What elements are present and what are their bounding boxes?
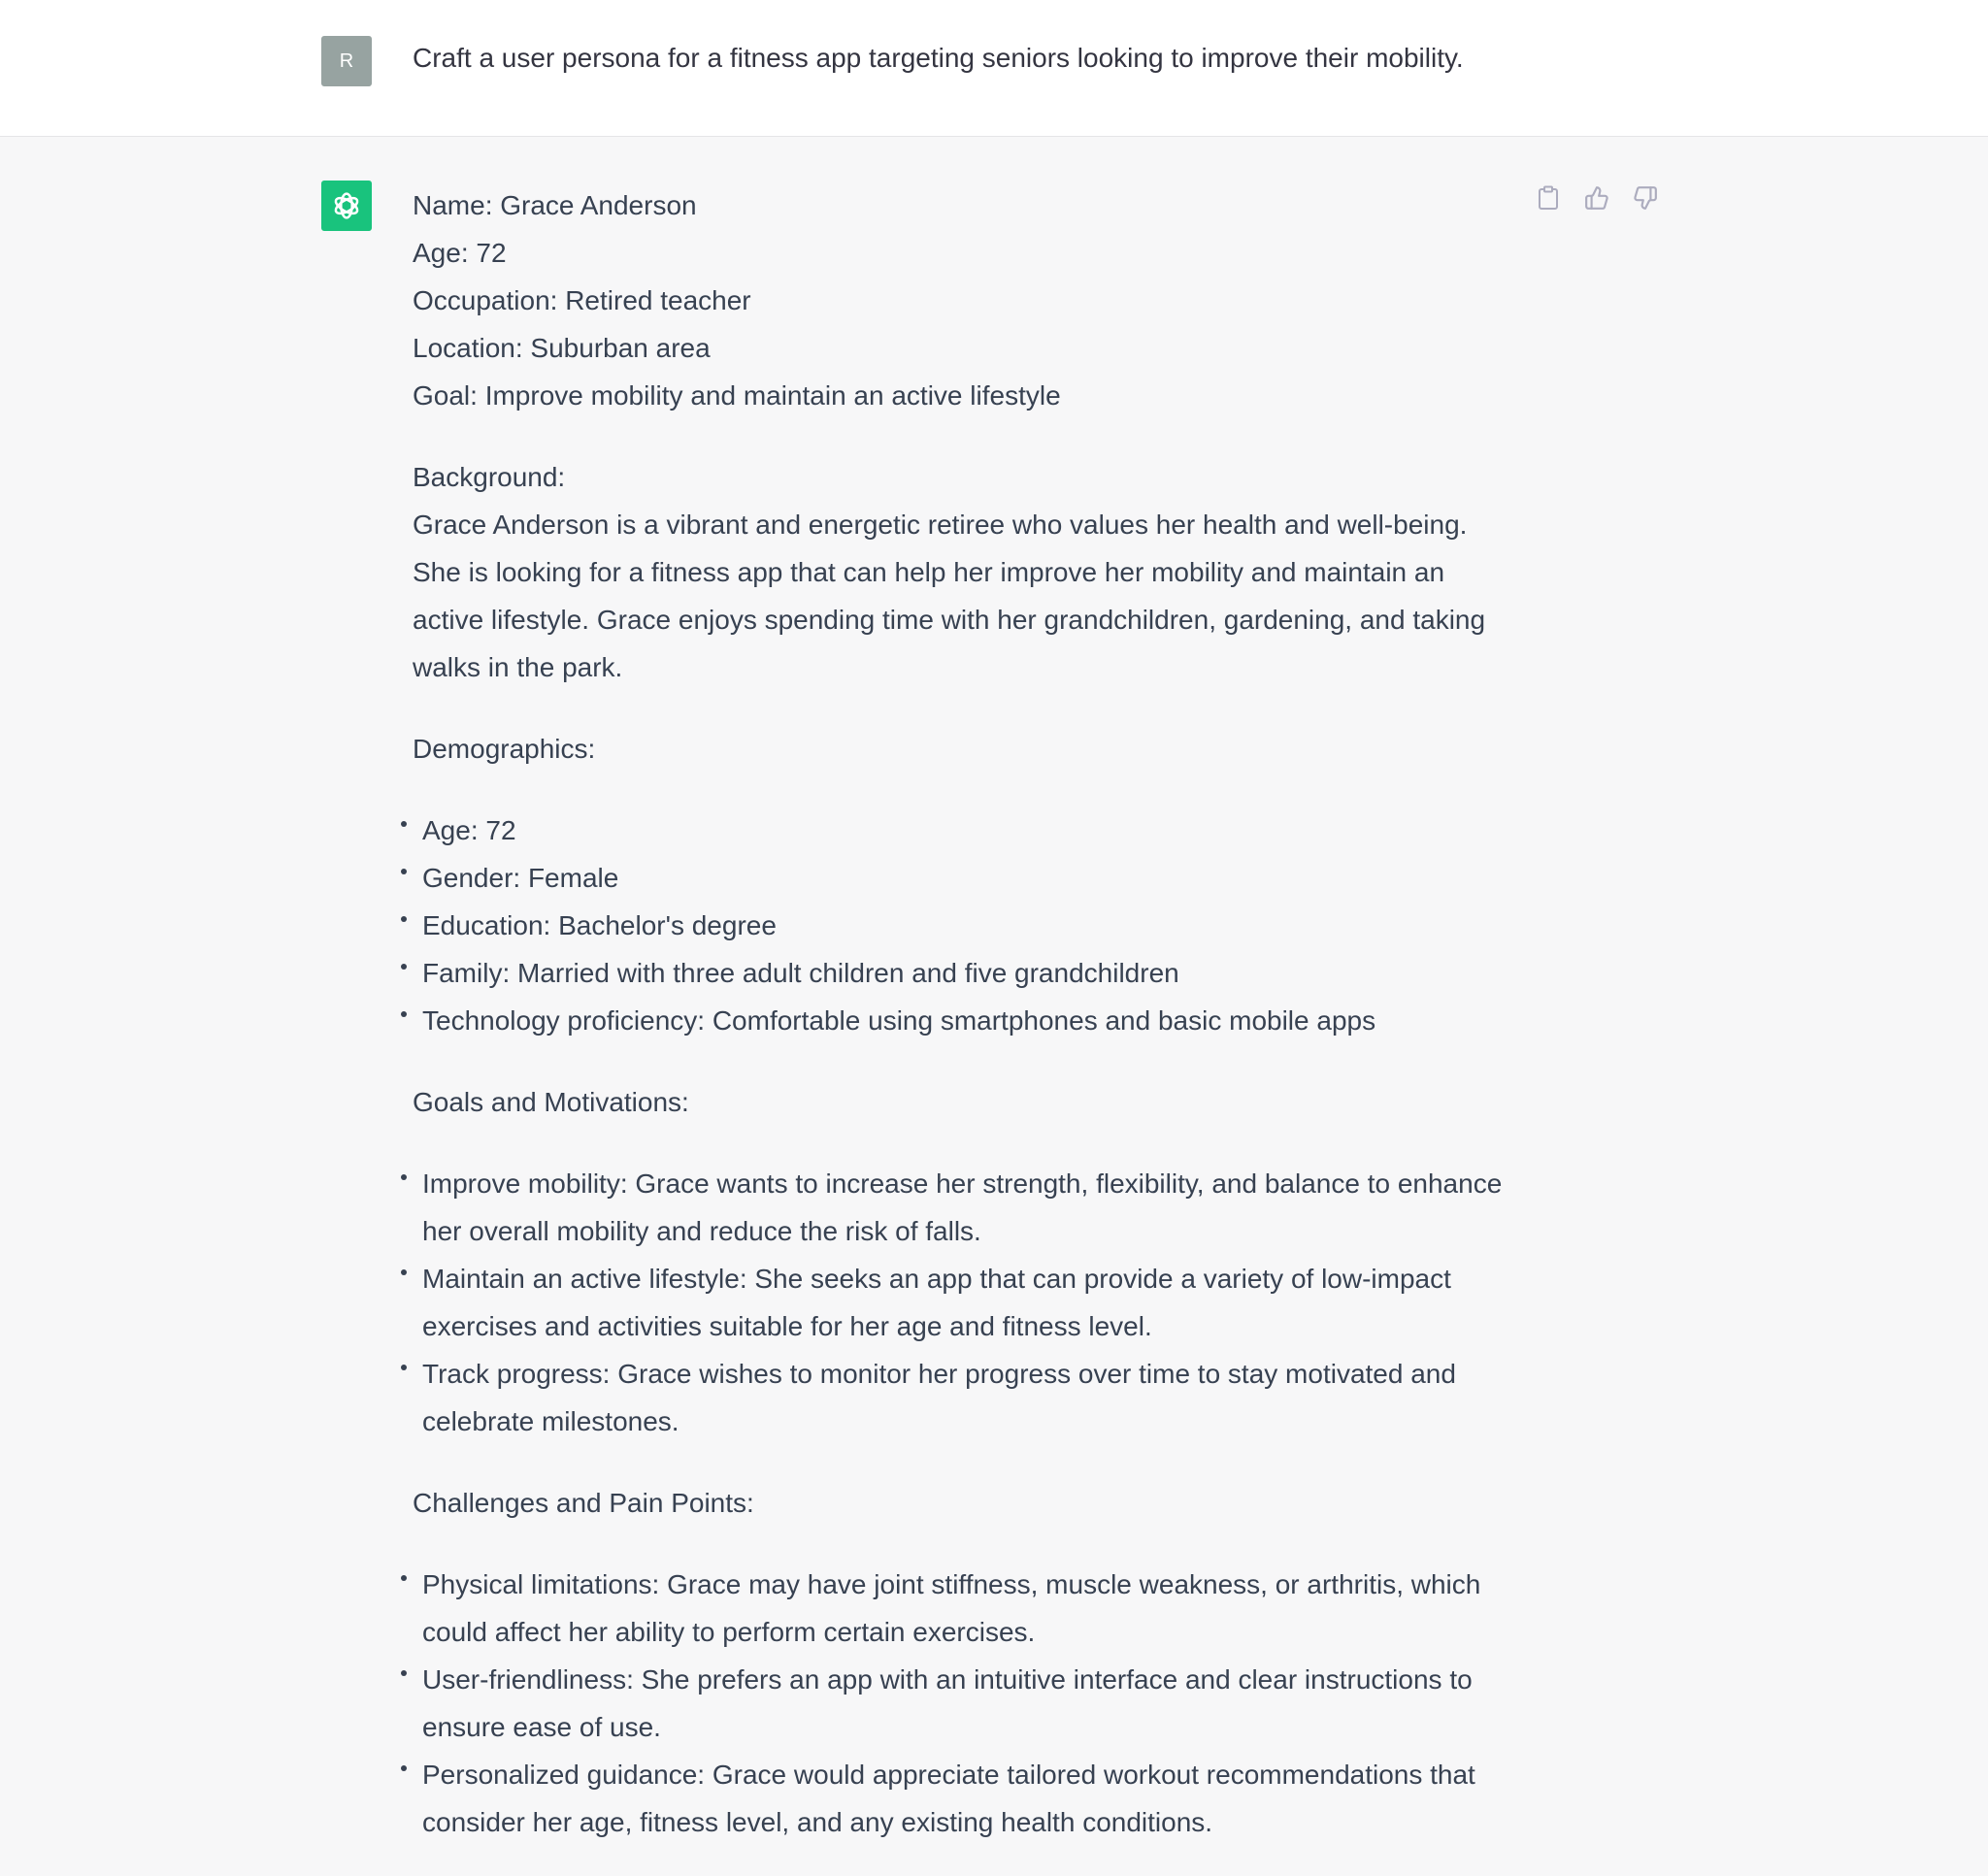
persona-occupation: Occupation: Retired teacher	[413, 285, 751, 315]
list-item: Physical limitations: Grace may have joint stiffness, muscle weakness, or arthritis, which could affect her ability to perform certain exercises.	[413, 1561, 1519, 1656]
user-avatar	[321, 36, 372, 86]
message-actions	[1534, 183, 1660, 213]
assistant-avatar	[321, 181, 372, 231]
challenges-heading: Challenges and Pain Points:	[413, 1488, 754, 1518]
list-item: Education: Bachelor's degree	[413, 902, 1519, 949]
goals-list	[413, 1160, 1519, 1445]
background-heading: Background:	[413, 462, 566, 492]
persona-age: Age: 72	[413, 238, 507, 268]
persona-name: Name: Grace Anderson	[413, 190, 697, 220]
user-message-text: Craft a user persona for a fitness app targeting seniors looking to improve their mobility.	[413, 43, 1464, 73]
goals-heading: Goals and Motivations:	[413, 1087, 689, 1117]
persona-goal: Goal: Improve mobility and maintain an active lifestyle	[413, 380, 1061, 411]
user-message-row	[0, 0, 1988, 137]
demographics-heading: Demographics:	[413, 734, 596, 764]
clipboard-icon	[1537, 185, 1560, 211]
list-item: Gender: Female	[413, 854, 1519, 902]
thumbs-down-button[interactable]	[1631, 183, 1660, 213]
list-item: Track progress: Grace wishes to monitor her progress over time to stay motivated and celebrate milestones.	[413, 1350, 1519, 1445]
persona-location: Location: Suburban area	[413, 333, 711, 363]
demographics-list	[413, 806, 1519, 1044]
list-item: Technology proficiency: Comfortable using smartphones and basic mobile apps	[413, 997, 1519, 1044]
list-item: User-friendliness: She prefers an app with an intuitive interface and clear instructions to ensure ease of use.	[413, 1656, 1519, 1751]
list-item: Family: Married with three adult children and five grandchildren	[413, 949, 1519, 997]
openai-logo-icon	[328, 187, 365, 224]
challenges-list	[413, 1561, 1519, 1846]
assistant-response	[413, 181, 1519, 1846]
assistant-message-row	[0, 137, 1988, 1876]
list-item: Maintain an active lifestyle: She seeks an app that can provide a variety of low-impact exercises and activities suitable for her age and fitness level.	[413, 1255, 1519, 1350]
list-item: Personalized guidance: Grace would appreciate tailored workout recommendations that consider her age, fitness level, and any existing health conditions.	[413, 1751, 1519, 1846]
user-avatar-initial: R	[339, 49, 354, 72]
background-text: Grace Anderson is a vibrant and energetic retiree who values her health and well-being. She is looking for a fitness app that can help her improve her mobility and maintain an active lifestyle. Grace enjoys spending time with her grandchildren, gardening, and taking walks in the park.	[413, 510, 1486, 682]
copy-button[interactable]	[1534, 183, 1563, 213]
thumbs-up-icon	[1584, 185, 1609, 211]
list-item: Improve mobility: Grace wants to increase her strength, flexibility, and balance to enhance her overall mobility and reduce the risk of falls.	[413, 1160, 1519, 1255]
list-item: Age: 72	[413, 806, 1519, 854]
thumbs-up-button[interactable]	[1582, 183, 1611, 213]
thumbs-down-icon	[1633, 185, 1658, 211]
